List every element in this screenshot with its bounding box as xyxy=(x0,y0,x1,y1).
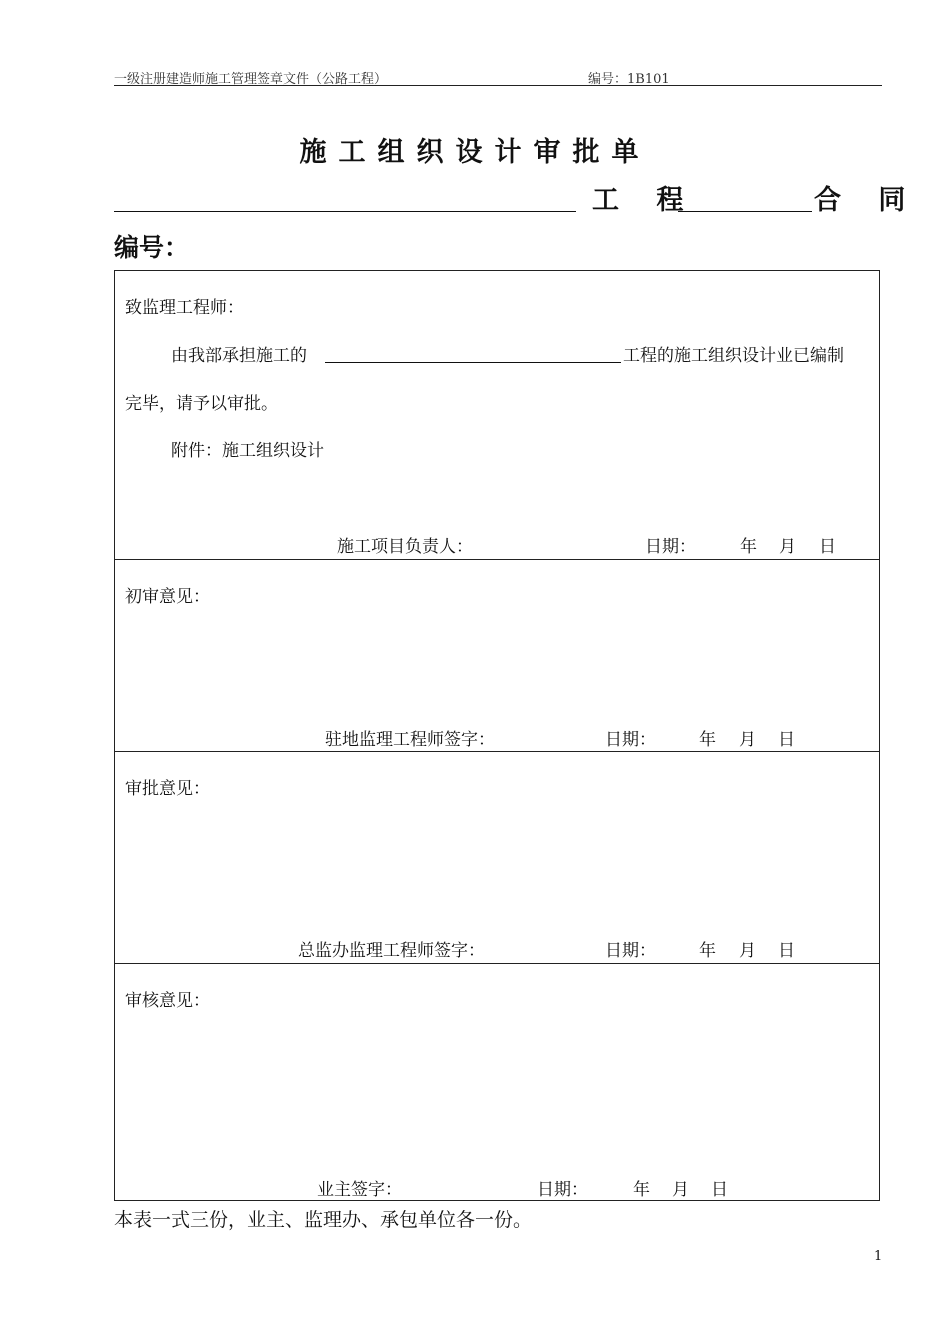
copies-footnote: 本表一式三份，业主、监理办、承包单位各一份。 xyxy=(114,1209,533,1231)
approval-form-table xyxy=(114,270,880,1201)
approval-heading: 审批意见： xyxy=(125,779,210,799)
date-month: 月 xyxy=(739,730,756,750)
date-label: 日期： xyxy=(537,1180,588,1200)
date-month: 月 xyxy=(672,1180,689,1200)
date-label: 日期： xyxy=(605,941,656,961)
contract-name-blank[interactable] xyxy=(678,211,812,212)
application-body-prefix: 由我部承担施工的 xyxy=(171,346,307,366)
approval-section xyxy=(115,751,879,963)
chief-engineer-signature-label: 总监办监理工程师签字： xyxy=(298,941,485,961)
header-divider xyxy=(114,85,882,86)
application-body-suffix: 工程的施工组织设计业已编制 xyxy=(623,346,844,366)
date-label: 日期： xyxy=(645,537,696,557)
date-day: 日 xyxy=(819,537,836,557)
date-day: 日 xyxy=(711,1180,728,1200)
initial-review-heading: 初审意见： xyxy=(125,587,210,607)
date-label: 日期： xyxy=(605,730,656,750)
project-fill-blank[interactable] xyxy=(325,362,621,363)
initial-review-section xyxy=(115,559,879,751)
date-year: 年 xyxy=(633,1180,650,1200)
addressee: 致监理工程师： xyxy=(125,298,244,318)
date-year: 年 xyxy=(699,730,716,750)
date-month: 月 xyxy=(739,941,756,961)
date-month: 月 xyxy=(779,537,796,557)
owner-signature-label: 业主签字： xyxy=(317,1180,402,1200)
project-label: 工 程 xyxy=(592,185,698,216)
running-header-title: 一级注册建造师施工管理签章文件（公路工程） xyxy=(114,72,388,87)
signer-label: 施工项目负责人： xyxy=(337,537,473,557)
date-day: 日 xyxy=(778,941,795,961)
audit-heading: 审核意见： xyxy=(125,991,210,1011)
audit-section xyxy=(115,963,879,1200)
date-year: 年 xyxy=(699,941,716,961)
running-header-code: 编号：1B101 xyxy=(588,72,670,87)
attachment-note: 附件：施工组织设计 xyxy=(171,441,324,461)
date-year: 年 xyxy=(740,537,757,557)
application-section xyxy=(115,271,879,559)
page-number: 1 xyxy=(874,1249,883,1264)
project-name-blank[interactable] xyxy=(114,211,576,212)
application-body-line2: 完毕，请予以审批。 xyxy=(125,394,278,414)
date-day: 日 xyxy=(778,730,795,750)
contract-label: 合 同 xyxy=(814,185,920,216)
project-contract-line xyxy=(114,178,920,218)
resident-engineer-signature-label: 驻地监理工程师签字： xyxy=(325,730,495,750)
document-title: 施工组织设计审批单 xyxy=(299,137,651,168)
form-code-label: 编号： xyxy=(114,233,190,262)
